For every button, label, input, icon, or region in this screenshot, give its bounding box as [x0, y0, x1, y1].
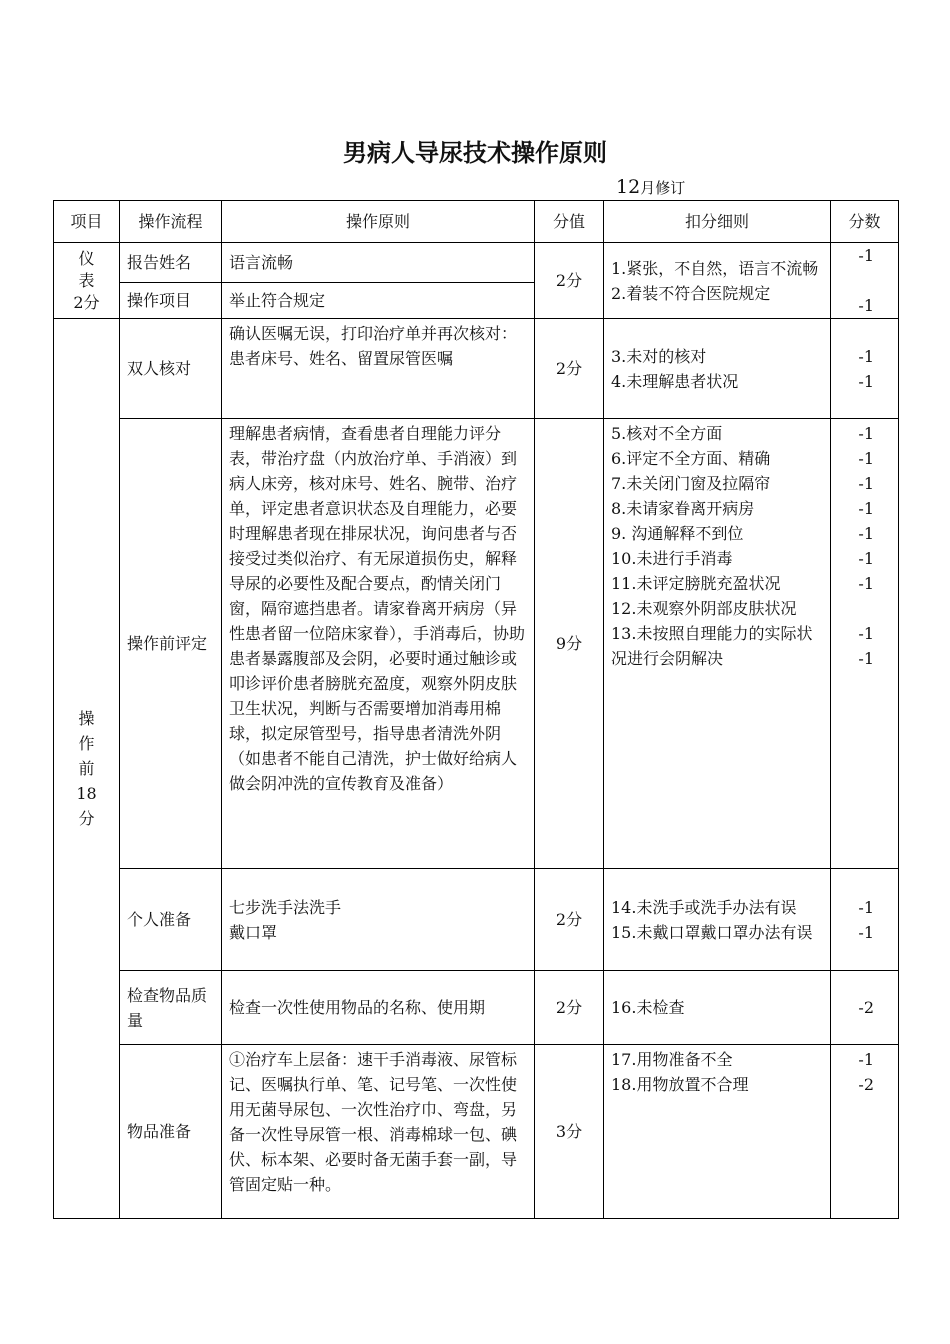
- score-cell: 2分: [535, 971, 604, 1045]
- table-row: [54, 1045, 899, 1219]
- principle-cell: 理解患者病情，查看患者自理能力评分表，带治疗盘（内放治疗单、手消液）到病人床旁，核对床号、姓名、腕带、治疗单，评定患者意识状态及自理能力，必要时理解患者现在排尿状况，询问患者与否接受过类似治疗、有无尿道损伤史，解释导尿的必要性及配合要点，酌情关闭门窗，隔帘遮挡患者。请家眷离开病房（异性患者留一位陪床家眷），手消毒后，协助患者暴露腹部及会阴，必要时通过触诊或叩诊评价患者膀胱充盈度，观察外阴皮肤卫生状况，判断与否需要增加消毒用棉球，拟定尿管型号，指导患者清洗外阴（如患者不能自己清洗，护士做好给病人做会阴冲洗的宣传教育及准备）: [222, 419, 535, 869]
- header-cell: 扣分细则: [604, 201, 831, 243]
- flow-cell: 操作项目: [120, 283, 222, 319]
- score-cell: 2分: [535, 319, 604, 419]
- flow-cell: 个人准备: [120, 869, 222, 971]
- details-cell: 5.核对不全方面 6.评定不全方面、精确 7.未关闭门窗及拉隔帘 8.未请家眷离开病房 9. 沟通解释不到位 10.未进行手消毒 11.未评定膀胱充盈状况 12.未观察外阴部皮肤状况 13.未按照自理能力的实际状况进行会阴解决: [604, 419, 831, 869]
- header-cell: 项目: [54, 201, 120, 243]
- deduction-cell: -1 -1: [831, 319, 899, 419]
- principle-cell: ①治疗车上层备：速干手消毒液、尿管标记、医嘱执行单、笔、记号笔、一次性使用无菌导尿包、一次性治疗巾、弯盘，另备一次性导尿管一根、消毒棉球一包、碘伏、标本架、必要时备无菌手套一副，导管固定贴一种。: [222, 1045, 535, 1219]
- principle-cell: 七步洗手法洗手 戴口罩: [222, 869, 535, 971]
- document-title: 男病人导尿技术操作原则: [343, 139, 607, 167]
- principle-cell: 确认医嘱无误，打印治疗单并再次核对：患者床号、姓名、留置尿管医嘱: [222, 319, 535, 419]
- revision-text: 月修订: [640, 179, 686, 197]
- section-label: 仪 表 2分: [54, 243, 120, 319]
- deduction-cell: -1 -1: [831, 869, 899, 971]
- table-row: [54, 319, 899, 419]
- flow-cell: 双人核对: [120, 319, 222, 419]
- details-cell: 1.紧张，不自然，语言不流畅 2.着装不符合医院规定: [604, 243, 831, 319]
- deduction-cell: -2: [831, 971, 899, 1045]
- table-row: [54, 869, 899, 971]
- flow-cell: 报告姓名: [120, 243, 222, 283]
- revision-number: 12: [616, 176, 641, 198]
- details-cell: 3.未对的核对 4.未理解患者状况: [604, 319, 831, 419]
- table-row: [54, 971, 899, 1045]
- header-cell: 操作原则: [222, 201, 535, 243]
- score-cell: 2分: [535, 243, 604, 319]
- header-row: [54, 201, 899, 243]
- deduction-cell: -1 -1 -1 -1 -1 -1 -1 -1 -1: [831, 419, 899, 869]
- scoring-table: [53, 200, 899, 1219]
- score-cell: 3分: [535, 1045, 604, 1219]
- details-cell: 17.用物准备不全 18.用物放置不合理: [604, 1045, 831, 1219]
- header-cell: 分值: [535, 201, 604, 243]
- table-row: [54, 243, 899, 283]
- revision-note: [616, 176, 685, 198]
- table-row: [54, 419, 899, 869]
- flow-cell: 检查物品质量: [120, 971, 222, 1045]
- deduction-cell: -1 -2: [831, 1045, 899, 1219]
- section-label: 操 作 前 18 分: [54, 319, 120, 1219]
- deduction-cell: -1 -1: [831, 243, 899, 319]
- principle-cell: 举止符合规定: [222, 283, 535, 319]
- score-cell: 9分: [535, 419, 604, 869]
- flow-cell: 物品准备: [120, 1045, 222, 1219]
- flow-cell: 操作前评定: [120, 419, 222, 869]
- details-cell: 16.未检查: [604, 971, 831, 1045]
- principle-cell: 语言流畅: [222, 243, 535, 283]
- header-cell: 分数: [831, 201, 899, 243]
- principle-cell: 检查一次性使用物品的名称、使用期: [222, 971, 535, 1045]
- details-cell: 14.未洗手或洗手办法有误 15.未戴口罩戴口罩办法有误: [604, 869, 831, 971]
- score-cell: 2分: [535, 869, 604, 971]
- header-cell: 操作流程: [120, 201, 222, 243]
